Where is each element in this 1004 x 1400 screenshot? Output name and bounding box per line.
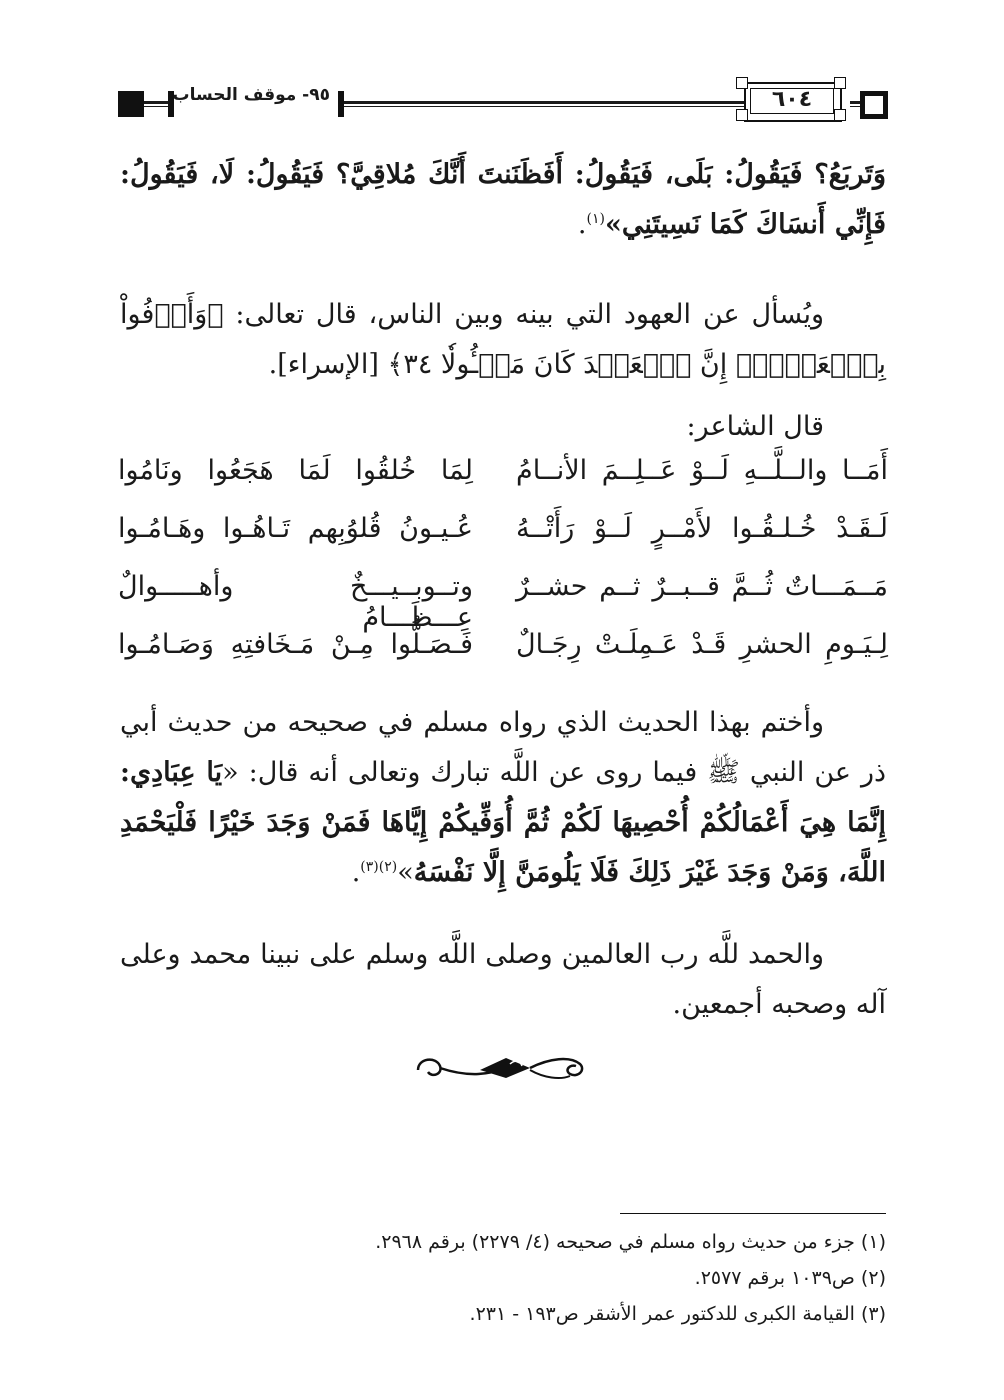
hadith-qudsi-text: يَا عِبَادِي: إِنَّمَا هِيَ أَعْمَالُكُمْ أُحْصِيهَا لَكُمْ ثُمَّ أُوَفِّيكُمْ إِيَّاهَا فَمَنْ وَجَدَ خَيْرًا فَلْيَحْمَدِ اللَّهَ، وَمَنْ وَجَدَ غَيْرَ ذَلِكَ فَلَا يَلُومَنَّ إِلَّا نَفْسَهُ [120,757,886,888]
poem-verse [118,629,888,687]
header-left-square [118,91,144,117]
paragraph-doxology: والحمد للَّه رب العالمين وصلى اللَّه وسلم على نبينا محمد وعلى آله وصحبه أجمعين. [120,939,886,1020]
frame-corner-knot [736,77,748,89]
header-right-square [860,91,888,119]
poem-verse [118,513,888,571]
chapter-title: ٩٥- موقف الحساب [172,85,330,105]
footnotes [120,1224,886,1332]
hadith-intro: وأختم بهذا الحديث الذي رواه مسلم في صحيحه من حديث أبي ذر عن النبي ﷺ فيما روى عن اللَّه تبارك وتعالى أنه قال: « [120,707,887,788]
frame-corner-knot [834,109,846,121]
paragraph-closing-hadith [120,698,886,898]
footnote: (١) جزء من حديث رواه مسلم في صحيحه (٤/ ٢٢٧٩) برقم ٢٩٦٨. [375,1231,886,1253]
verse-first-hemistich: لَـقَـدْ خُـلـقُـوا لأَمْــرٍ لَــوْ رَأَتْــهُ [516,513,888,544]
header-rule-middle [344,101,744,107]
sentence-end: . [577,209,587,240]
quote-close: » [397,857,414,888]
footnote: (٣) القيامة الكبرى للدكتور عمر الأشقر ص١٩٣ - ٢٣١. [469,1303,886,1325]
sentence-end: . [351,857,361,888]
footnote: (٢) ص١٠٣٩ برقم ٢٥٧٧. [694,1267,886,1289]
verse-first-hemistich: لِـيَـومِ الحشرِ قَـدْ عَـمِلَـتْ رِجَـالٌ [516,629,888,660]
paragraph-covenants: ويُسأل عن العهود التي بينه وبين الناس، قال تعالى: ﴿وَأَوۡفُواْ بِٱلۡعَهۡدِۖ إِنَّ ٱلۡعَهۡدَ كَانَ مَسۡـُٔولٗا ٣٤﴾ [الإسراء]. [120,299,886,380]
verse-second-hemistich: عُـيـونُ قُلوُبِهم تَـاهُـوا وهَـامُـوا [118,513,473,544]
verse-first-hemistich: مَــمَـــاتٌ ثُــمَّ قــبــرٌ ثــم حشــرٌ [516,571,888,602]
hadith-text: وَتَربَعُ؟ فَيَقُولُ: بَلَى، فَيَقُولُ: أَفَظَنَنتَ أَنَّكَ مُلاقِيَّ؟ فَيَقُولُ: لَا، فَيَقُولُ: فَإِنِّي أَنسَاكَ كَمَا نَسِيتَنِي» [120,159,886,240]
verse-second-hemistich: وتــوبــيـــخٌ وأهـــــوالٌ عِـــظَـــامُ [118,571,473,633]
frame-corner-knot [736,109,748,121]
verse-second-hemistich: فَـصَـلُّوا مِـنْ مَـخَافتِهِ وَصَـامُـوا [118,629,473,660]
footnote-ref: (١) [586,211,605,227]
page-number-frame [734,80,852,124]
poem-verse [118,455,888,513]
frame-corner-knot [834,77,846,89]
verse-second-hemistich: لِمَا خُلقُوا لَمَا هَجَعُوا ونَامُوا [118,455,473,486]
verse-first-hemistich: أَمَــا والــلَّــهِ لَــوْ عَــلِــمَ الأنــامُ [516,455,888,486]
poem [118,455,888,687]
paragraph-poet-intro: قال الشاعر: [686,411,824,442]
page-header [118,80,888,130]
paragraph-hadith-continuation [120,150,886,250]
header-rule-left [144,101,170,107]
end-ornament-icon [410,1048,596,1088]
poem-verse [118,571,888,633]
footnote-separator [620,1213,886,1214]
page-number: ٦٠٤ [771,87,813,112]
footnote-refs: (٢)(٣) [360,859,398,875]
